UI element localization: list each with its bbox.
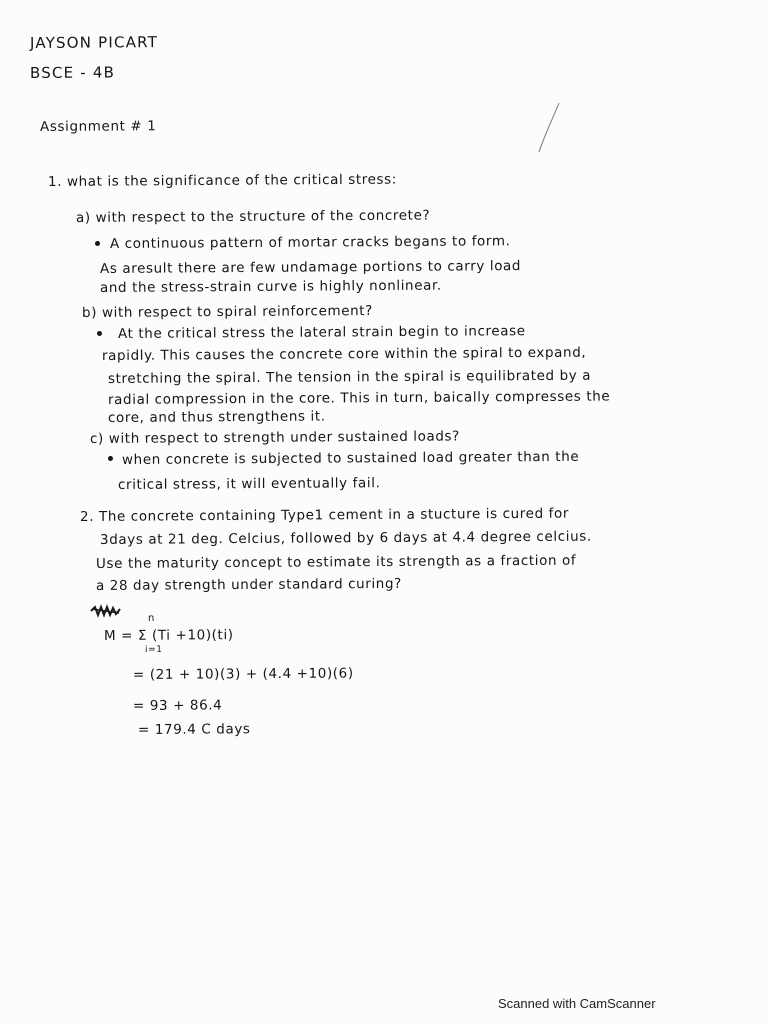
q1-b-label: b) with respect to spiral reinforcement?: [81, 302, 373, 321]
q1-a-line: and the stress-strain curve is highly nonlinear.: [99, 277, 442, 296]
scanner-watermark: Scanned with CamScanner: [498, 996, 656, 1011]
assignment-title: Assignment # 1: [39, 118, 157, 135]
bullet-c: [108, 456, 113, 461]
q1-a-line: A continuous pattern of mortar cracks begans to form.: [109, 233, 511, 252]
bullet-b: [97, 331, 102, 336]
pen-stroke: [535, 100, 565, 155]
sum-lower-index: i=1: [144, 644, 163, 655]
q1-b-line: stretching the spiral. The tension in the spiral is equilibrated by a: [107, 367, 592, 387]
q1-c-line: critical stress, it will eventually fail.: [117, 475, 381, 493]
student-name: JAYSON PICART: [29, 33, 159, 52]
q1-a-label: a) with respect to the structure of the concrete?: [75, 207, 431, 226]
sum-upper-index: n: [147, 612, 155, 624]
q1-question: 1. what is the significance of the critical stress:: [47, 171, 397, 190]
q2-line: Use the maturity concept to estimate its strength as a fraction of: [95, 552, 577, 572]
student-section: BSCE - 4B: [29, 63, 116, 82]
q2-line: 3days at 21 deg. Celcius, followed by 6 days at 4.4 degree celcius.: [99, 528, 592, 548]
q1-c-line: when concrete is subjected to sustained load greater than the: [121, 448, 580, 468]
bullet-a: [95, 241, 100, 246]
work-line: = 179.4 C days: [137, 721, 251, 738]
work-line: M = Σ (Ti +10)(ti): [103, 627, 234, 644]
work-line: = 93 + 86.4: [132, 697, 223, 714]
q1-b-line: At the critical stress the lateral strain begin to increase: [117, 323, 526, 342]
q1-b-line: core, and thus strengthens it.: [107, 408, 326, 426]
scribble-mark: [90, 604, 122, 618]
q2-line: a 28 day strength under standard curing?: [95, 575, 402, 594]
q1-a-line: As aresult there are few undamage portions to carry load: [99, 258, 522, 277]
q2-line: 2. The concrete containing Type1 cement in a stucture is cured for: [79, 505, 570, 525]
q1-b-line: rapidly. This causes the concrete core within the spiral to expand,: [101, 344, 587, 364]
work-line: = (21 + 10)(3) + (4.4 +10)(6): [132, 665, 354, 683]
q1-c-label: c) with respect to strength under sustained loads?: [89, 428, 460, 447]
q1-b-line: radial compression in the core. This in turn, baically compresses the: [107, 388, 611, 408]
